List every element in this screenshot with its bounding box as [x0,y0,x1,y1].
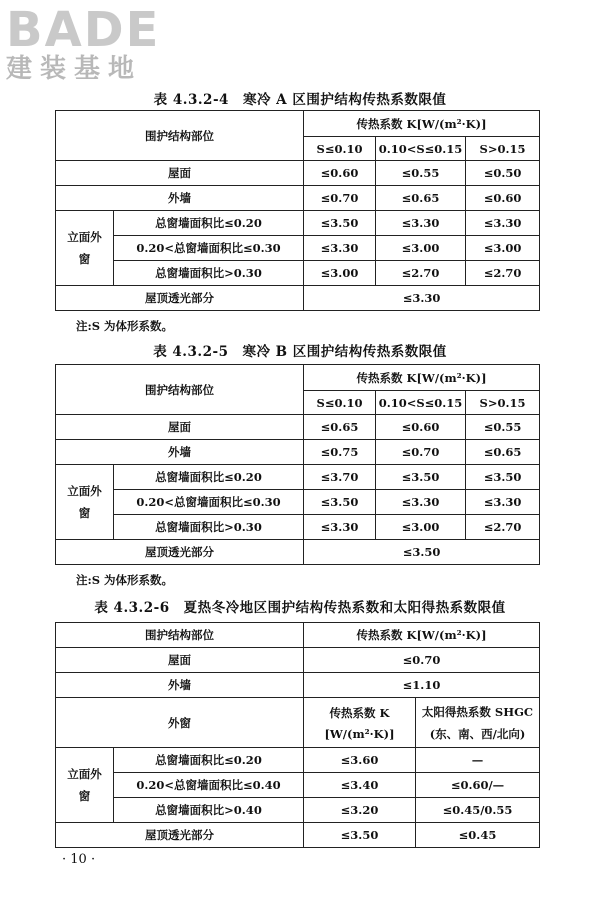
row-label: 总窗墙面积比>0.30 [114,261,304,286]
cell-value: ≤0.50 [466,161,540,186]
row-label: 总窗墙面积比≤0.20 [114,465,304,490]
table-row [56,748,540,773]
cell-value: ≤0.55 [376,161,466,186]
table-cold-a [55,110,540,311]
table-row [56,440,540,465]
header-part: 围护结构部位 [56,623,304,648]
table-row [56,648,540,673]
window-group-label: 立面外窗 [56,748,114,823]
cell-value: ≤0.45/0.55 [416,798,540,823]
header-shgc-line1: 太阳得热系数 SHGC [421,704,534,719]
cell-value: ≤3.30 [466,211,540,236]
cell-value: ≤3.50 [466,465,540,490]
row-label: 总窗墙面积比>0.30 [114,515,304,540]
cell-value: ≤3.50 [304,490,376,515]
header-k-line1: 传热系数 K [329,705,390,720]
row-label: 0.20<总窗墙面积比≤0.30 [114,236,304,261]
cell-value: ≤3.00 [466,236,540,261]
row-label: 屋面 [56,161,304,186]
header-s-col: S>0.15 [466,137,540,161]
row-label: 屋顶透光部分 [56,823,304,848]
header-s-col: S>0.15 [466,391,540,415]
cell-value: ≤3.00 [304,261,376,286]
row-label: 外窗 [56,698,304,748]
header-k-col [304,698,416,748]
cell-value: ≤2.70 [376,261,466,286]
cell-value: ≤3.30 [304,236,376,261]
row-label: 屋顶透光部分 [56,286,304,311]
logo-text-cn: 建装基地 [6,54,143,84]
row-label: 0.20<总窗墙面积比≤0.30 [114,490,304,515]
cell-value: ≤3.30 [376,490,466,515]
cell-value: ≤3.70 [304,465,376,490]
cell-value: ≤3.30 [376,211,466,236]
table-caption: 表 4.3.2-5 寒冷 B 区围护结构传热系数限值 [153,344,447,360]
row-label: 总窗墙面积比>0.40 [114,798,304,823]
cell-value: ≤0.70 [304,648,540,673]
row-label: 屋面 [56,415,304,440]
row-label: 外墙 [56,673,304,698]
row-label: 总窗墙面积比≤0.20 [114,211,304,236]
table-hot-summer-cold-winter [55,622,540,848]
cell-value: ≤0.75 [304,440,376,465]
cell-value: ≤3.60 [304,748,416,773]
table-row [56,211,540,236]
header-s-col: 0.10<S≤0.15 [376,137,466,161]
table-row [56,236,540,261]
table-row [56,540,540,565]
cell-value: ≤0.70 [376,440,466,465]
cell-value: ≤3.40 [304,773,416,798]
table-row [56,698,540,748]
cell-value: ≤0.60 [304,161,376,186]
cell-value: ≤1.10 [304,673,540,698]
header-shgc-col [416,698,540,748]
logo-text-en: BADE [6,2,161,58]
header-s-col: S≤0.10 [304,391,376,415]
cell-value: ≤0.55 [466,415,540,440]
header-k: 传热系数 K[W/(m²·K)] [304,111,540,137]
cell-value: ≤0.60 [376,415,466,440]
table-row [56,773,540,798]
cell-value: ≤3.50 [304,823,416,848]
header-k-line2: [W/(m²·K)] [324,726,395,741]
row-label: 屋面 [56,648,304,673]
table-row [56,161,540,186]
table-row [56,286,540,311]
cell-value: ≤0.65 [304,415,376,440]
header-part: 围护结构部位 [56,111,304,161]
page-number: · 10 · [62,852,96,867]
header-k: 传热系数 K[W/(m²·K)] [304,365,540,391]
row-label: 总窗墙面积比≤0.20 [114,748,304,773]
table-cold-b [55,364,540,565]
cell-value: ≤2.70 [466,261,540,286]
row-label: 屋顶透光部分 [56,540,304,565]
window-group-label: 立面外窗 [56,211,114,286]
header-shgc-line2: (东、南、西/北向) [429,726,526,741]
table-row [56,261,540,286]
cell-value: ≤0.60/— [416,773,540,798]
table-caption: 表 4.3.2-6 夏热冬冷地区围护结构传热系数和太阳得热系数限值 [94,600,506,616]
cell-value: ≤3.50 [304,211,376,236]
window-group-label: 立面外窗 [56,465,114,540]
bade-logo [6,4,186,84]
cell-value: ≤0.60 [466,186,540,211]
table-row [56,465,540,490]
header-part: 围护结构部位 [56,365,304,415]
table-row [56,673,540,698]
cell-value: ≤3.30 [466,490,540,515]
table-row [56,823,540,848]
table-row [56,515,540,540]
cell-value: ≤3.00 [376,236,466,261]
table-row [56,186,540,211]
cell-value: ≤0.70 [304,186,376,211]
cell-value: ≤3.50 [304,540,540,565]
cell-value: ≤3.00 [376,515,466,540]
table-row [56,490,540,515]
cell-value: ≤3.20 [304,798,416,823]
cell-value: ≤3.50 [376,465,466,490]
cell-value: ≤3.30 [304,286,540,311]
cell-value: ≤0.65 [466,440,540,465]
table-row [56,798,540,823]
cell-value: — [416,748,540,773]
header-s-col: S≤0.10 [304,137,376,161]
cell-value: ≤2.70 [466,515,540,540]
cell-value: ≤0.45 [416,823,540,848]
cell-value: ≤3.30 [304,515,376,540]
header-k: 传热系数 K[W/(m²·K)] [304,623,540,648]
table-note: 注:S 为体形系数。 [76,573,174,587]
cell-value: ≤0.65 [376,186,466,211]
row-label: 0.20<总窗墙面积比≤0.40 [114,773,304,798]
row-label: 外墙 [56,186,304,211]
row-label: 外墙 [56,440,304,465]
table-caption: 表 4.3.2-4 寒冷 A 区围护结构传热系数限值 [153,92,447,108]
header-s-col: 0.10<S≤0.15 [376,391,466,415]
table-note: 注:S 为体形系数。 [76,319,174,333]
table-row [56,415,540,440]
